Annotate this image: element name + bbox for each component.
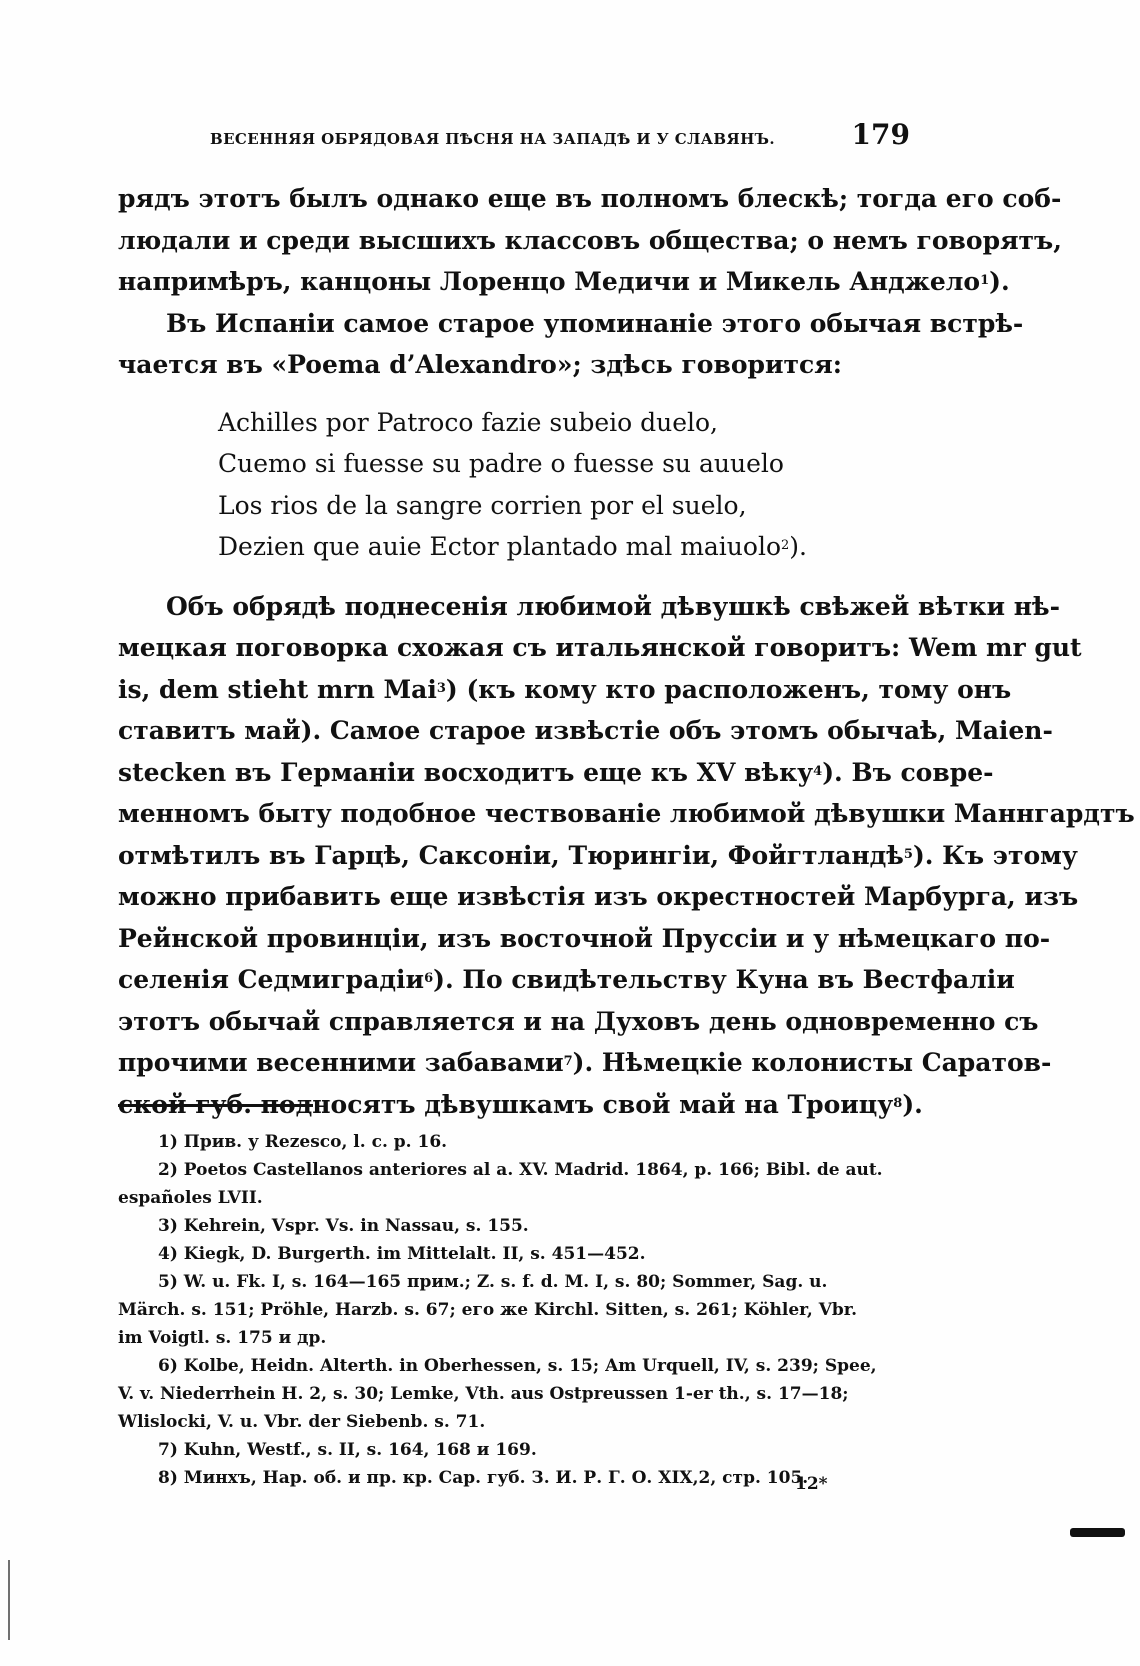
text-line <box>118 959 1015 1001</box>
paragraph-2 <box>118 303 1024 386</box>
verse-line <box>218 526 910 568</box>
footnote-ref: 3 <box>436 680 446 696</box>
footnote-ref: 8 <box>893 1095 903 1111</box>
text-line: мецкая поговорка схожая съ итальянской говоритъ: Wem mr gut <box>118 633 1082 662</box>
footnote-6-cont: V. v. Niederrhein H. 2, s. 30; Lemke, Vth. aus Ostpreussen 1-er th., s. 17—18; <box>118 1384 849 1404</box>
verse-line: Achilles por Patroco fazie subeio duelo, <box>218 407 718 437</box>
signature-mark: 12* <box>795 1474 828 1494</box>
text-line: людали и среди высшихъ классовъ общества; о немъ говорятъ, <box>118 225 1062 255</box>
footnote-ref: 7 <box>563 1054 573 1069</box>
text-fragment: stecken въ Германіи восходитъ еще къ XV вѣку <box>118 757 814 787</box>
text-line: Въ Испаніи самое старое упоминаніе этого обычая встрѣ- <box>166 308 1024 338</box>
text-fragment: селенія Седмиградіи <box>118 965 425 994</box>
main-text <box>118 178 1135 1125</box>
text-fragment: отмѣтилъ въ Гарцѣ, Саксоніи, Тюрингіи, Фойгтландѣ <box>118 840 904 870</box>
footnote-1: 1) Прив. у Rezesco, l. c. p. 16. <box>158 1132 448 1152</box>
page-number: 179 <box>851 118 910 151</box>
text-line <box>118 669 1012 711</box>
footnote-6-cont: Wlislocki, V. u. Vbr. der Siebenb. s. 71. <box>118 1412 486 1432</box>
footnote-ref: 1 <box>980 273 990 288</box>
text-fragment: ). Нѣмецкіе колонисты Саратов- <box>572 1048 1052 1077</box>
text-fragment: ). Къ этому <box>912 840 1078 870</box>
scan-artifact <box>1070 1528 1125 1537</box>
verse-quote <box>218 402 910 568</box>
text-fragment: Dezien que auie Ector plantado mal maiuolo <box>218 532 782 561</box>
footnote-2-cont: españoles LVII. <box>118 1188 263 1208</box>
footnote-5-cont: im Voigtl. s. 175 и др. <box>118 1328 327 1348</box>
footnote-5: 5) W. u. Fk. I, s. 164—165 прим.; Z. s. f. d. M. I, s. 80; Sommer, Sag. u. <box>158 1272 828 1292</box>
footnote-ref: 6 <box>424 971 434 986</box>
text-line: рядъ этотъ былъ однако еще въ полномъ блескѣ; тогда его соб- <box>118 184 1062 213</box>
text-line: ставитъ май). Самое старое извѣстіе объ этомъ обычаѣ, Maien- <box>118 716 1053 745</box>
text-line <box>118 261 1010 303</box>
text-line: этотъ обычай справляется и на Духовъ день одновременно съ <box>118 1006 1039 1036</box>
text-line: менномъ быту подобное чествованіе любимой дѣвушки Маннгардтъ <box>118 799 1135 828</box>
paragraph-1 <box>118 178 1062 303</box>
footnote-divider <box>118 1104 313 1107</box>
text-line: Рейнской провинціи, изъ восточной Пруссіи и у нѣмецкаго по- <box>118 923 1051 953</box>
running-head: ВЕСЕННЯЯ ОБРЯДОВАЯ ПѢСНЯ НА ЗАПАДѢ И У СЛАВЯНЪ. <box>210 130 776 148</box>
text-fragment: is, dem stieht mrn Mai <box>118 674 437 704</box>
text-fragment: ской губ. подносятъ дѣвушкамъ свой май на Троицу <box>118 1089 894 1119</box>
page-header <box>210 118 910 158</box>
text-fragment: ). <box>989 267 1010 296</box>
paragraph-3 <box>118 586 1135 1126</box>
footnote-ref: 5 <box>903 846 913 862</box>
footnote-2: 2) Poetos Castellanos anteriores al a. XV. Madrid. 1864, p. 166; Bibl. de aut. <box>158 1160 883 1180</box>
footnote-6: 6) Kolbe, Heidn. Alterth. in Oberhessen, s. 15; Am Urquell, IV, s. 239; Spee, <box>158 1356 877 1376</box>
footnote-3: 3) Kehrein, Vspr. Vs. in Nassau, s. 155. <box>158 1216 529 1236</box>
footnote-5-cont: Märch. s. 151; Pröhle, Harzb. s. 67; его же Kirchl. Sitten, s. 261; Köhler, Vbr. <box>118 1300 858 1320</box>
footnote-ref: 2 <box>781 538 790 553</box>
text-line: можно прибавить еще извѣстія изъ окрестностей Марбурга, изъ <box>118 882 1079 911</box>
text-line: чается въ «Poema d’Alexandro»; здѣсь говорится: <box>118 350 842 379</box>
text-line <box>118 752 994 794</box>
footnotes <box>118 1128 910 1492</box>
text-fragment: прочими весенними забавами <box>118 1048 564 1077</box>
verse-line: Cuemo si fuesse su padre o fuesse su auuelo <box>218 449 784 478</box>
text-line: Объ обрядѣ поднесенія любимой дѣвушкѣ свѣжей вѣтки нѣ- <box>166 591 1061 621</box>
footnote-4: 4) Kiegk, D. Burgerth. im Mittelalt. II, s. 451—452. <box>158 1244 646 1264</box>
text-fragment: ). <box>902 1089 923 1119</box>
text-line <box>118 1042 1052 1084</box>
scan-artifact <box>8 1560 10 1640</box>
text-fragment: ). Въ совре- <box>822 757 994 787</box>
text-fragment: ). <box>789 532 807 561</box>
text-fragment: ) (къ кому кто расположенъ, тому онъ <box>445 674 1012 704</box>
verse-line: Los rios de la sangre corrien por el suelo, <box>218 490 747 520</box>
footnote-8: 8) Минхъ, Нар. об. и пр. кр. Сар. губ. З. И. Р. Г. О. XIX,2, стр. 105. <box>158 1468 809 1488</box>
footnote-7: 7) Kuhn, Westf., s. II, s. 164, 168 и 169. <box>158 1440 537 1460</box>
footnote-ref: 4 <box>813 763 823 779</box>
text-fragment: ). По свидѣтельству Куна въ Вестфаліи <box>433 965 1015 994</box>
text-fragment: напримѣръ, канцоны Лоренцо Медичи и Микель Анджело <box>118 267 981 296</box>
text-line <box>118 835 1078 877</box>
